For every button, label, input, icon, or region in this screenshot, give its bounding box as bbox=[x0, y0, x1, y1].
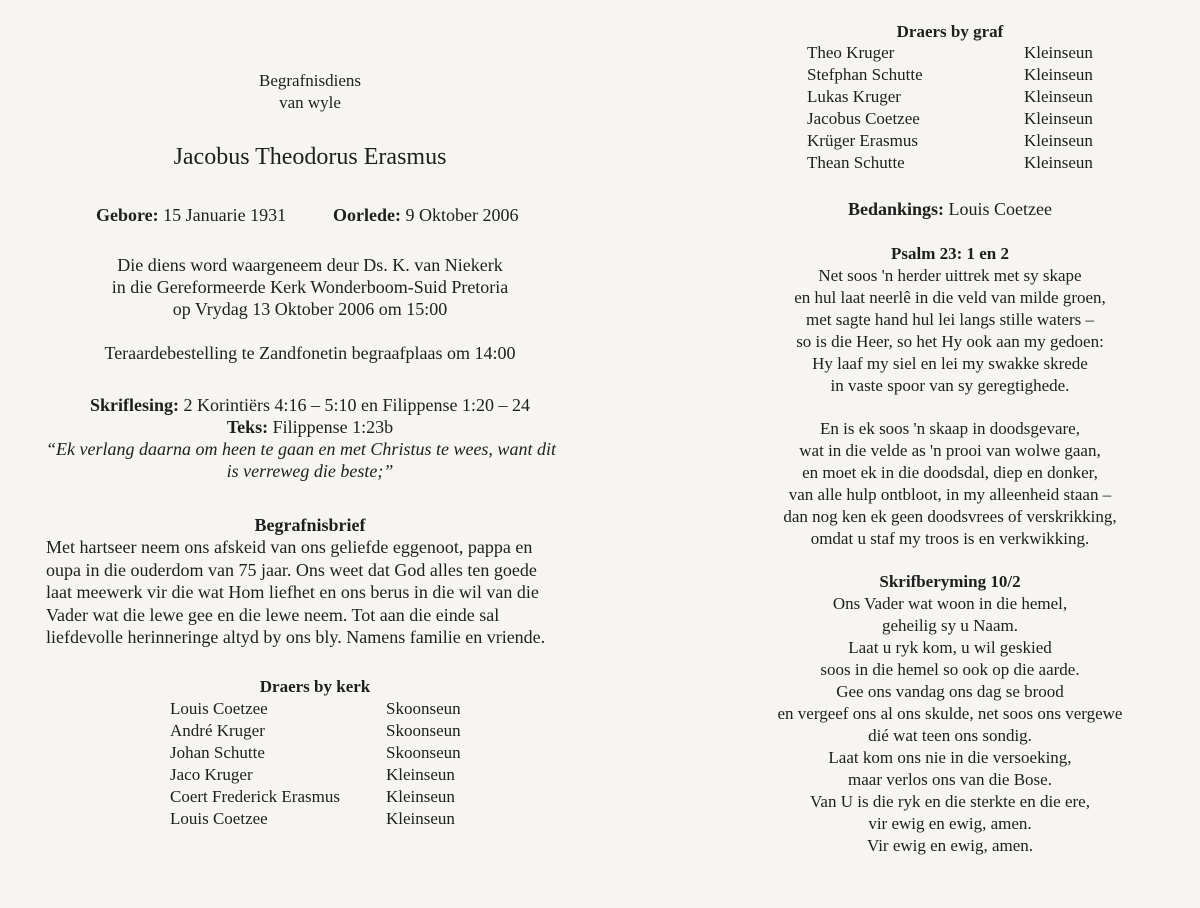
bearer-name: Coert Frederick Erasmus bbox=[170, 787, 340, 806]
service-line: op Vrydag 13 Oktober 2006 om 15:00 bbox=[172, 299, 448, 319]
church-bearers-list bbox=[170, 698, 490, 830]
bearer-name: Krüger Erasmus bbox=[807, 131, 918, 150]
letter-line: Vader wat die lewe gee en die lewe neem. Tot aan die einde sal bbox=[46, 604, 500, 625]
bearer-name: Theo Kruger bbox=[807, 43, 895, 62]
prayer-line: maar verlos ons van die Bose. bbox=[848, 770, 1052, 789]
quote-line-1: “Ek verlang daarna om heen te gaan en met Christus te wees, want dit bbox=[46, 439, 556, 459]
grave-bearers-title: Draers by graf bbox=[896, 22, 1004, 41]
text-label: Teks: bbox=[226, 417, 269, 437]
bearer-row bbox=[807, 86, 1127, 108]
born-date: 15 Januarie 1931 bbox=[163, 205, 287, 225]
psalm-line: Hy laaf my siel en lei my swakke skrede bbox=[812, 354, 1088, 373]
burial-line: Teraardebestelling te Zandfonetin begraafplaas om 14:00 bbox=[104, 343, 516, 363]
thanks-line bbox=[750, 198, 1150, 220]
grave-bearers-list bbox=[807, 42, 1127, 174]
bearer-row bbox=[807, 108, 1127, 130]
born-label: Gebore: bbox=[96, 205, 159, 225]
letter-line: liefdevolle herinneringe altyd by ons bly. Namens familie en vriende. bbox=[46, 627, 546, 647]
bearer-relation: Kleinseun bbox=[1024, 87, 1093, 106]
bearer-row bbox=[170, 764, 490, 786]
psalm-line: in vaste spoor van sy geregtighede. bbox=[830, 376, 1070, 395]
psalm-title: Psalm 23: 1 en 2 bbox=[890, 244, 1010, 263]
bearer-row bbox=[807, 152, 1127, 174]
heading-line-2: van wyle bbox=[279, 93, 341, 112]
bearer-row bbox=[807, 130, 1127, 152]
bearer-name: Jaco Kruger bbox=[170, 765, 253, 784]
service-line: Die diens word waargeneem deur Ds. K. van Niekerk bbox=[117, 255, 503, 275]
bearer-relation: Skoonseun bbox=[386, 699, 461, 718]
bearer-relation: Kleinseun bbox=[1024, 65, 1093, 84]
bearer-relation: Kleinseun bbox=[1024, 153, 1093, 172]
died-label: Oorlede: bbox=[333, 205, 401, 225]
prayer-line: vir ewig en ewig, amen. bbox=[868, 814, 1032, 833]
reading-text: 2 Korintiërs 4:16 – 5:10 en Filippense 1:20 – 24 bbox=[183, 395, 530, 415]
prayer-line: Gee ons vandag ons dag se brood bbox=[836, 682, 1064, 701]
service-line: in die Gereformeerde Kerk Wonderboom-Suid Pretoria bbox=[111, 277, 509, 297]
bearer-relation: Kleinseun bbox=[386, 787, 455, 806]
psalm-line: so is die Heer, so het Hy ook aan my gedoen: bbox=[796, 332, 1104, 351]
psalm-line: en hul laat neerlê in die veld van milde groen, bbox=[794, 288, 1106, 307]
bearer-row bbox=[807, 64, 1127, 86]
prayer-line: Laat kom ons nie in die versoeking, bbox=[828, 748, 1072, 767]
bearer-relation: Skoonseun bbox=[386, 743, 461, 762]
died-line bbox=[333, 204, 518, 226]
bearer-relation: Kleinseun bbox=[1024, 43, 1093, 62]
psalm-line: wat in die velde as 'n prooi van wolwe gaan, bbox=[799, 441, 1101, 460]
deceased-name: Jacobus Theodorus Erasmus bbox=[173, 144, 447, 170]
bearer-name: Louis Coetzee bbox=[170, 699, 268, 718]
bearer-name: Johan Schutte bbox=[170, 743, 265, 762]
bearer-relation: Kleinseun bbox=[386, 809, 455, 828]
bearer-name: Louis Coetzee bbox=[170, 809, 268, 828]
psalm-line: Net soos 'n herder uittrek met sy skape bbox=[818, 266, 1082, 285]
psalm-line: met sagte hand hul lei langs stille waters – bbox=[806, 310, 1094, 329]
psalm-line: en moet ek in die doodsdal, diep en donker, bbox=[802, 463, 1098, 482]
psalm-line: omdat u staf my troos is en verkwikking. bbox=[810, 529, 1090, 548]
quote-line-2: is verreweg die beste;” bbox=[226, 461, 394, 481]
sermon-text bbox=[60, 416, 560, 438]
service-details bbox=[60, 254, 560, 320]
church-bearers-title: Draers by kerk bbox=[259, 677, 371, 696]
bearer-name: Thean Schutte bbox=[807, 153, 905, 172]
prayer-line: soos in die hemel so ook op die aarde. bbox=[820, 660, 1080, 679]
letter-line: Met hartseer neem ons afskeid van ons geliefde eggenoot, pappa en bbox=[46, 537, 533, 557]
prayer-line: Ons Vader wat woon in die hemel, bbox=[832, 594, 1068, 613]
text-reference: Filippense 1:23b bbox=[272, 417, 394, 437]
born-line bbox=[96, 204, 286, 226]
prayer-line: Laat u ryk kom, u wil geskied bbox=[848, 638, 1052, 657]
prayer-line: dié wat teen ons sondig. bbox=[868, 726, 1032, 745]
letter-line: laat meewerk vir die wat Hom liefhet en ons berus in die wil van die bbox=[46, 582, 539, 602]
bearer-relation: Kleinseun bbox=[1024, 109, 1093, 128]
psalm-stanza-1 bbox=[700, 265, 1200, 397]
died-date: 9 Oktober 2006 bbox=[405, 205, 519, 225]
psalm-stanza-2 bbox=[700, 418, 1200, 550]
prayer-line: geheilig sy u Naam. bbox=[882, 616, 1018, 635]
thanks-name: Louis Coetzee bbox=[948, 199, 1052, 219]
bearer-relation: Kleinseun bbox=[386, 765, 455, 784]
bearer-relation: Kleinseun bbox=[1024, 131, 1093, 150]
prayer-title: Skrifberyming 10/2 bbox=[879, 572, 1021, 591]
scripture-reading bbox=[40, 394, 580, 416]
bearer-name: Lukas Kruger bbox=[807, 87, 901, 106]
psalm-line: van alle hulp ontbloot, in my alleenheid staan – bbox=[788, 485, 1112, 504]
funeral-letter bbox=[46, 536, 582, 649]
bearer-row bbox=[170, 808, 490, 830]
prayer-line: en vergeef ons al ons skulde, net soos ons vergewe bbox=[777, 704, 1123, 723]
bearer-row bbox=[170, 786, 490, 808]
bearer-name: André Kruger bbox=[170, 721, 265, 740]
bearer-row bbox=[170, 720, 490, 742]
psalm-line: En is ek soos 'n skaap in doodsgevare, bbox=[820, 419, 1080, 438]
heading-line-1: Begrafnisdiens bbox=[259, 71, 361, 90]
bearer-row bbox=[807, 42, 1127, 64]
letter-line: oupa in die ouderdom van 75 jaar. Ons weet dat God alles ten goede bbox=[46, 559, 537, 580]
bearer-name: Jacobus Coetzee bbox=[807, 109, 920, 128]
prayer-line: Vir ewig en ewig, amen. bbox=[866, 836, 1034, 855]
bearer-row bbox=[170, 698, 490, 720]
reading-label: Skriflesing: bbox=[90, 395, 180, 415]
letter-title: Begrafnisbrief bbox=[254, 515, 366, 535]
bearer-row bbox=[170, 742, 490, 764]
bearer-name: Stefphan Schutte bbox=[807, 65, 923, 84]
psalm-line: dan nog ken ek geen doodsvrees of verskrikking, bbox=[783, 507, 1117, 526]
prayer-text bbox=[700, 593, 1200, 857]
bearer-relation: Skoonseun bbox=[386, 721, 461, 740]
prayer-line: Van U is die ryk en die sterkte en die ere, bbox=[810, 792, 1090, 811]
thanks-label: Bedankings: bbox=[847, 199, 945, 219]
